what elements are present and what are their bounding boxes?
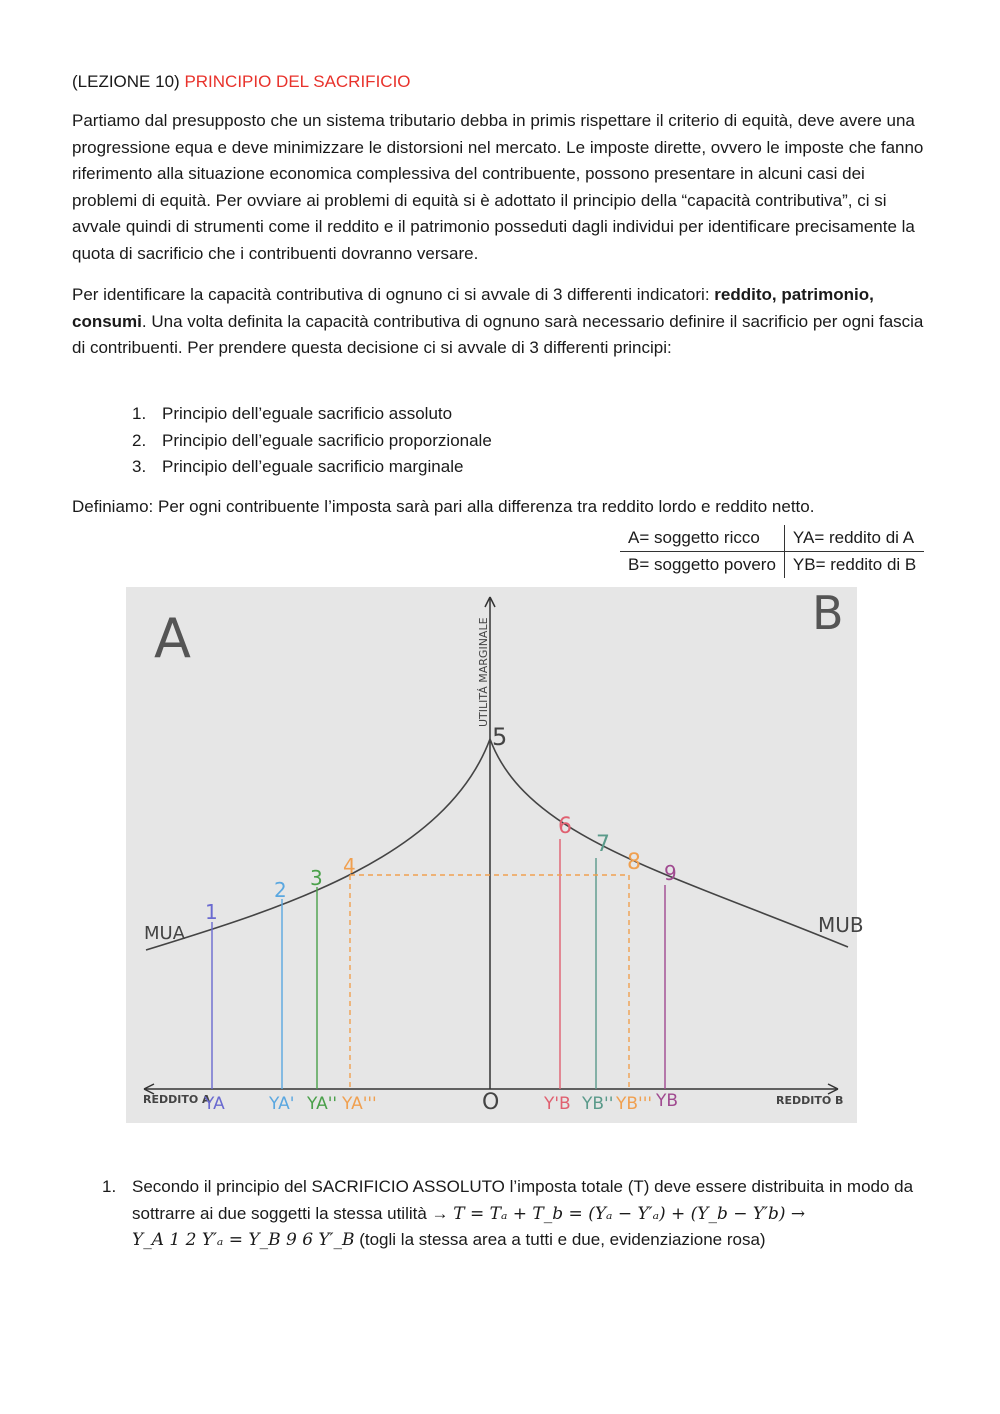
paragraph-indicators-end: . Una volta definita la capacità contributiva di ognuno sarà necessario definire il sacrificio per ogni fascia di contribuenti. Per prendere questa decisione ci si avvale di 3 differenti principi: bbox=[72, 311, 924, 357]
table-cell: YB= reddito di B bbox=[792, 555, 917, 574]
marginal-utility-diagram bbox=[126, 586, 864, 1123]
lesson-number: (LEZIONE 10) bbox=[72, 72, 180, 91]
table-row bbox=[620, 552, 924, 579]
lesson-heading bbox=[72, 69, 411, 96]
item-text-end: (togli la stessa area a tutti e due, evidenziazione rosa) bbox=[354, 1230, 766, 1249]
y-axis-label: UTILITÁ MARGINALE bbox=[477, 617, 490, 727]
list-item bbox=[132, 454, 492, 481]
list-label: Principio dell’eguale sacrificio proporzionale bbox=[162, 430, 492, 450]
principles-list bbox=[132, 401, 492, 481]
tick-label-yb-prime: Y'B bbox=[544, 1094, 571, 1114]
paragraph-indicators bbox=[72, 282, 932, 362]
origin-label: O bbox=[482, 1090, 500, 1115]
list-label: Principio dell’eguale sacrificio assoluto bbox=[162, 404, 453, 423]
tick-label-ya-triple: YA''' bbox=[342, 1094, 377, 1114]
curve-label-mu-b: MUB bbox=[818, 913, 864, 937]
curve-mu-b bbox=[490, 739, 848, 947]
x-axis-right-label: REDDITO B bbox=[776, 1094, 844, 1107]
paragraph-indicators-start: Per identificare la capacità contributiva di ognuno ci si avvale di 3 differenti indicatori: bbox=[72, 285, 715, 304]
tick-label-yb: YB bbox=[656, 1091, 679, 1111]
tick-label-yb-double: YB'' bbox=[582, 1094, 614, 1114]
point-number-4: 4 bbox=[343, 854, 356, 878]
point-number-7: 7 bbox=[596, 832, 610, 857]
item-text-start: Secondo il principio del SACRIFICIO ASSOLUTO l’imposta totale (T) deve essere distribuita in modo da sottrarre ai due soggetti la stessa utilità → bbox=[132, 1177, 914, 1223]
tick-label-ya-prime: YA' bbox=[269, 1094, 295, 1114]
curve-label-mu-a: MUA bbox=[144, 923, 186, 944]
diagram-svg bbox=[126, 586, 864, 1123]
list-item bbox=[132, 401, 492, 428]
curve-mu-a bbox=[146, 739, 490, 950]
list-number: 2. bbox=[132, 430, 147, 450]
table-cell: A= soggetto ricco bbox=[620, 525, 784, 552]
point-number-6: 6 bbox=[558, 814, 572, 839]
list-number: 1. bbox=[132, 404, 147, 423]
point-number-1: 1 bbox=[205, 900, 218, 924]
point-number-2: 2 bbox=[274, 878, 287, 902]
point-number-3: 3 bbox=[310, 866, 323, 890]
list-item bbox=[132, 428, 492, 455]
absolute-sacrifice-text bbox=[132, 1174, 922, 1254]
formula-total-tax: T = Tₐ + T_b = (Yₐ − Y′ₐ) + (Y_b − Y′b) → bbox=[453, 1203, 806, 1224]
tick-label-ya-double: YA'' bbox=[307, 1094, 338, 1114]
lesson-title: PRINCIPIO DEL SACRIFICIO bbox=[184, 72, 411, 91]
formula-equality: Y_A 1 2 Y′ₐ = Y_B 9 6 Y′_B bbox=[132, 1230, 355, 1250]
x-axis-left-label: REDDITO A bbox=[143, 1093, 211, 1106]
legend-table bbox=[620, 525, 924, 578]
corner-label-a: A bbox=[154, 607, 191, 670]
list-label: Principio dell’eguale sacrificio marginale bbox=[162, 457, 464, 476]
point-number-9: 9 bbox=[664, 861, 677, 885]
indicators-bold: reddito, patrimonio, consumi bbox=[72, 285, 874, 331]
definition-paragraph: Definiamo: Per ogni contribuente l’imposta sarà pari alla differenza tra reddito lordo e reddito netto. bbox=[72, 497, 815, 516]
list-number: 3. bbox=[132, 457, 147, 476]
table-cell: YA= reddito di A bbox=[784, 525, 924, 552]
table-cell: B= soggetto povero bbox=[620, 552, 784, 579]
corner-label-b: B bbox=[812, 586, 844, 640]
list-number: 1. bbox=[102, 1177, 117, 1196]
tick-label-yb-triple: YB''' bbox=[616, 1094, 653, 1114]
tick-label-ya: YA bbox=[204, 1094, 225, 1114]
peak-label: 5 bbox=[492, 723, 508, 751]
point-number-8: 8 bbox=[627, 850, 641, 875]
paragraph-intro: Partiamo dal presupposto che un sistema tributario debba in primis rispettare il criterio di equità, deve avere una progressione equa e deve minimizzare le distorsioni nel mercato. Le imposte dirette, ovvero le imposte che fanno riferimento alla situazione economica complessiva del contribuente, possono presentare in alcuni casi dei problemi di equità. Per ovviare ai problemi di equità si è adottato il principio della “capacità contributiva”, ci si avvale quindi di strumenti come il reddito e il patrimonio posseduti dagli individui per identificare precisamente la quota di sacrificio che i contribuenti dovranno versare. bbox=[72, 111, 924, 263]
table-row bbox=[620, 525, 924, 552]
